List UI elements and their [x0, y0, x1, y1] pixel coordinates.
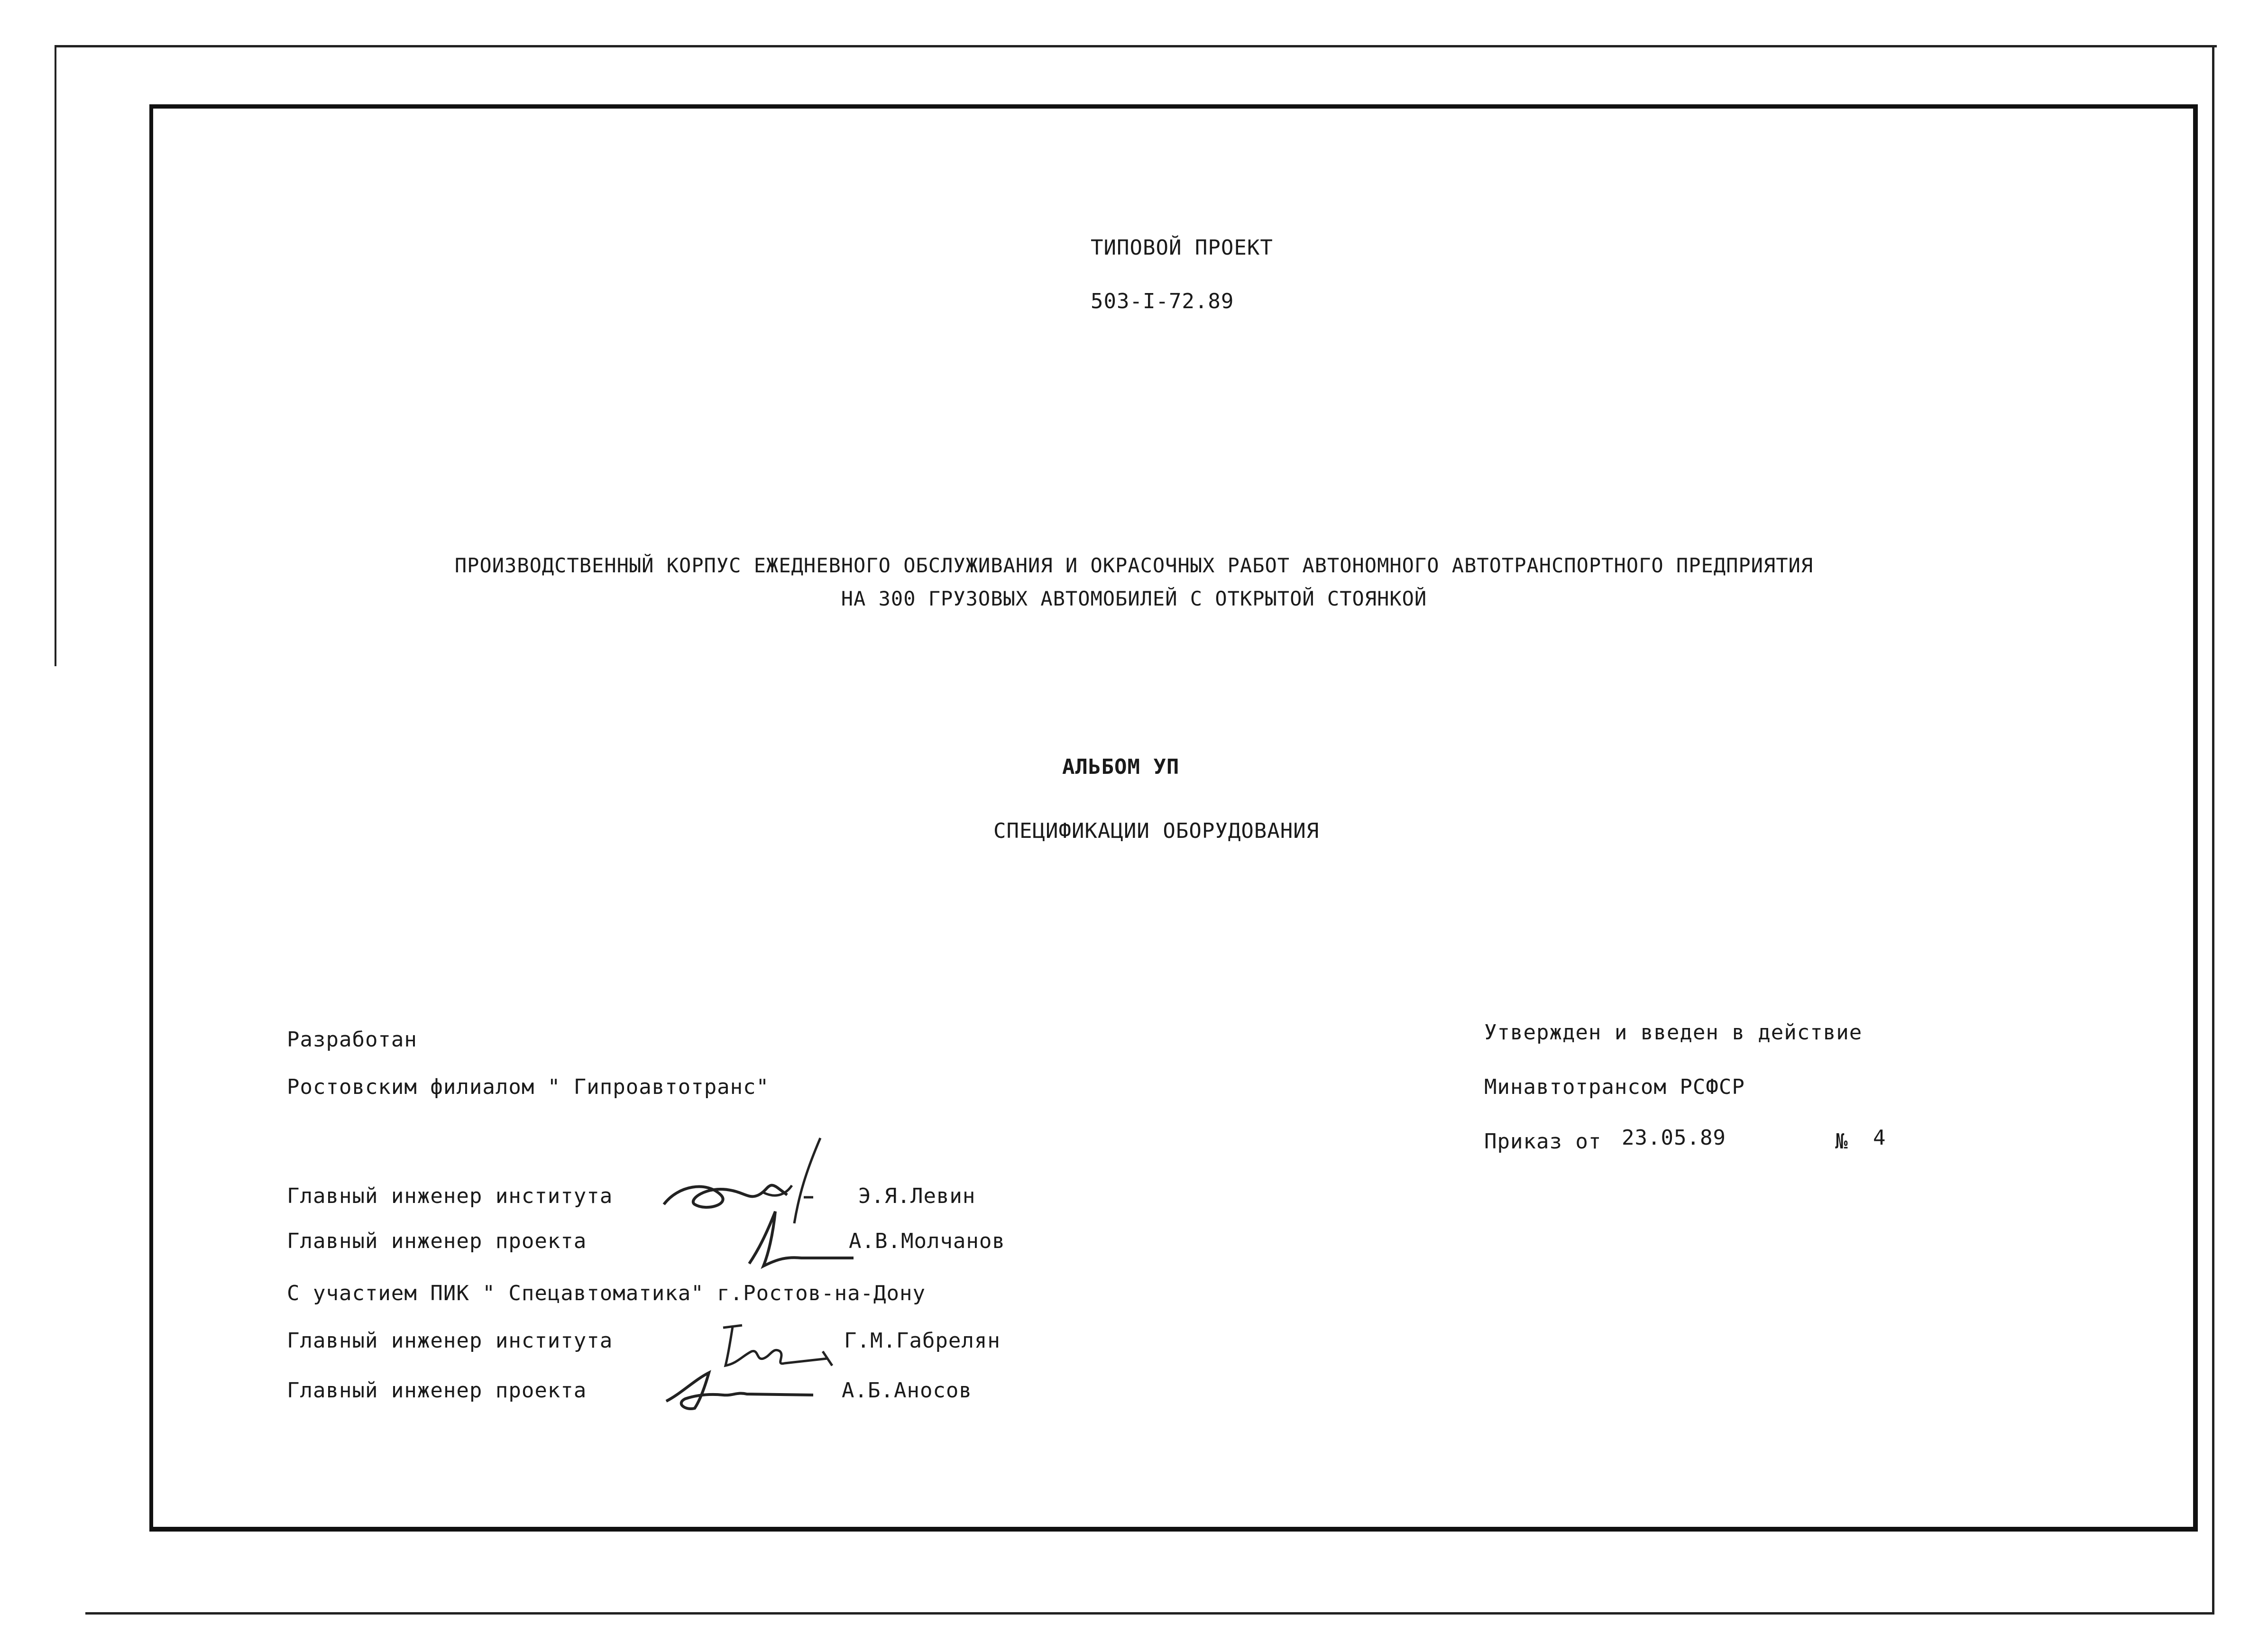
approval-line-2: Минавтотрансом РСФСР [1484, 1075, 1745, 1099]
sheet-right-edge [2212, 45, 2214, 1615]
order-number-value: 4 [1873, 1126, 1886, 1150]
approval-line-1: Утвержден и введен в действие [1484, 1020, 1863, 1045]
signatory-role-3: Главный инженер института [287, 1329, 613, 1353]
signature-2-icon [740, 1207, 863, 1273]
album-label: АЛЬБОМ УП [1062, 755, 1180, 779]
signatory-name-3: Г.М.Габрелян [844, 1329, 1001, 1353]
developer-org: Ростовским филиалом " Гипроавтотранс" [287, 1075, 770, 1099]
signatory-role-4: Главный инженер проекта [287, 1378, 587, 1403]
order-label: Приказ от [1484, 1129, 1602, 1154]
album-subtitle: СПЕЦИФИКАЦИИ ОБОРУДОВАНИЯ [993, 819, 1320, 843]
developer-label: Разработан [287, 1028, 417, 1052]
project-title-line-1: ПРОИЗВОДСТВЕННЫЙ КОРПУС ЕЖЕДНЕВНОГО ОБСЛУЖИВАНИЯ И ОКРАСОЧНЫХ РАБОТ АВТОНОМНОГО АВТОТРАНСПОРТНОГО ПРЕДПРИЯТИЯ [454, 554, 1814, 577]
signature-4-icon [657, 1366, 823, 1418]
sheet-top-edge [55, 45, 2217, 47]
doc-type-heading: ТИПОВОЙ ПРОЕКТ [1091, 236, 1273, 260]
signatory-name-4: А.Б.Аносов [842, 1378, 972, 1403]
order-date: 23.05.89 [1622, 1126, 1726, 1150]
signatory-name-2: А.В.Молчанов [849, 1229, 1005, 1253]
order-number-label: № [1835, 1129, 1848, 1154]
signatory-name-1: Э.Я.Левин [858, 1184, 976, 1208]
project-title-line-2: НА 300 ГРУЗОВЫХ АВТОМОБИЛЕЙ С ОТКРЫТОЙ СТОЯНКОЙ [841, 587, 1427, 610]
signatory-role-1: Главный инженер института [287, 1184, 613, 1208]
signatory-role-2: Главный инженер проекта [287, 1229, 587, 1253]
participation-note: С участием ПИК " Спецавтоматика" г.Ростов-на-Дону [287, 1281, 926, 1305]
sheet-bottom-edge [85, 1612, 2214, 1615]
doc-number: 503-I-72.89 [1091, 289, 1234, 313]
